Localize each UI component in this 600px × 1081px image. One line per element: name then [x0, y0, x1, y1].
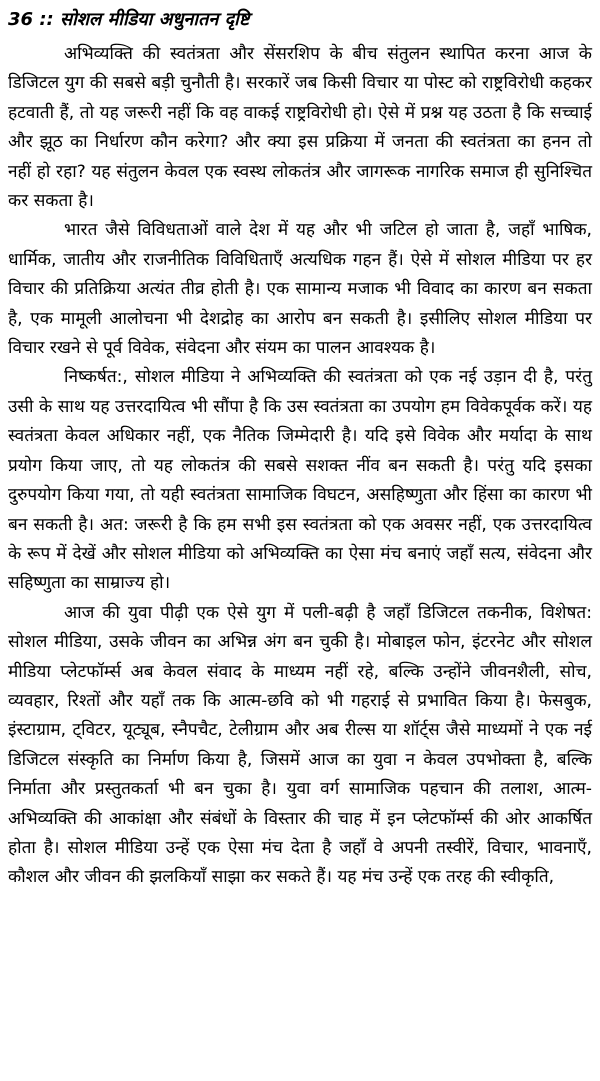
page-body: [8, 40, 592, 893]
running-head: 36 :: सोशल मीडिया अधुनातन दृष्टि: [8, 9, 250, 30]
paragraph-1: अभिव्यक्ति की स्वतंत्रता और सेंसरशिप के बीच संतुलन स्थापित करना आज के डिजिटल युग की सबसे बड़ी चुनौती है। सरकारें जब किसी विचार या पोस्ट को राष्ट्रविरोधी कहकर हटवाती हैं, तो यह जरूरी नहीं कि वह वाकई राष्ट्रविरोधी हो। ऐसे में प्रश्न यह उठता है कि सच्चाई और झूठ का निर्धारण कौन करेगा? और क्या इस प्रक्रिया में जनता की स्वतंत्रता का हनन तो नहीं हो रहा? यह संतुलन केवल एक स्वस्थ लोकतंत्र और जागरूक नागरिक समाज ही सुनिश्चित कर सकता है।: [8, 44, 592, 212]
paragraph-2: भारत जैसे विविधताओं वाले देश में यह और भी जटिल हो जाता है, जहाँ भाषिक, धार्मिक, जातीय और राजनीतिक विविधिताएँ अत्यधिक गहन हैं। ऐसे में सोशल मीडिया पर हर विचार की प्रतिक्रिया अत्यंत तीव्र होती है। एक सामान्य मजाक भी विवाद का कारण बन सकता है, एक मामूली आलोचना भी देशद्रोह का आरोप बन सकती है। इसीलिए सोशल मीडिया पर विचार रखने से पूर्व विवेक, संवेदना और संयम का पालन आवश्यक है।: [8, 220, 592, 359]
paragraph-3: निष्कर्षत:, सोशल मीडिया ने अभिव्यक्ति की स्वतंत्रता को एक नई उड़ान दी है, परंतु उसी के साथ यह उत्तरदायित्व भी सौंपा है कि उस स्वतंत्रता का उपयोग हम विवेकपूर्वक करें। यह स्वतंत्रता केवल अधिकार नहीं, एक नैतिक जिम्मेदारी है। यदि इसे विवेक और मर्यादा के साथ प्रयोग किया जाए, तो यह लोकतंत्र की सबसे सशक्त नींव बन सकती है। परंतु यदि इसका दुरुपयोग किया गया, तो यही स्वतंत्रता सामाजिक विघटन, असहिष्णुता और हिंसा का कारण भी बन सकती है। अत: जरूरी है कि हम सभी इस स्वतंत्रता को एक अवसर नहीं, एक उत्तरदायित्व के रूप में देखें और सोशल मीडिया को अभिव्यक्ति का ऐसा मंच बनाएं जहाँ सत्य, संवेदना और सहिष्णुता का साम्राज्य हो।: [8, 367, 592, 594]
paragraph-4: आज की युवा पीढ़ी एक ऐसे युग में पली-बढ़ी है जहाँ डिजिटल तकनीक, विशेषत: सोशल मीडिया, उसके जीवन का अभिन्न अंग बन चुकी है। मोबाइल फोन, इंटरनेट और सोशल मीडिया प्लेटफॉर्म्स अब केवल संवाद के माध्यम नहीं रहे, बल्कि उन्होंने जीवनशैली, सोच, व्यवहार, रिश्तों और यहाँ तक कि आत्म-छवि को भी गहराई से प्रभावित किया है। फेसबुक, इंस्टाग्राम, ट्विटर, यूट्यूब, स्नैपचैट, टेलीग्राम और अब रील्स या शॉर्ट्स जैसे माध्यमों ने एक नई डिजिटल संस्कृति का निर्माण किया है, जिसमें आज का युवा न केवल उपभोक्ता है, बल्कि निर्माता और प्रस्तुतकर्ता भी बन चुका है। युवा वर्ग सामाजिक पहचान की तलाश, आत्म-अभिव्यक्ति की आकांक्षा और संबंधों के विस्तार की चाह में इन प्लेटफॉर्म्स की ओर आकर्षित होता है। सोशल मीडिया उन्हें एक ऐसा मंच देता है जहाँ वे अपनी तस्वीरें, विचार, भावनाएँ, कौशल और जीवन की झलकियाँ साझा कर सकते हैं। यह मंच उन्हें एक तरह की स्वीकृति,: [8, 602, 592, 888]
